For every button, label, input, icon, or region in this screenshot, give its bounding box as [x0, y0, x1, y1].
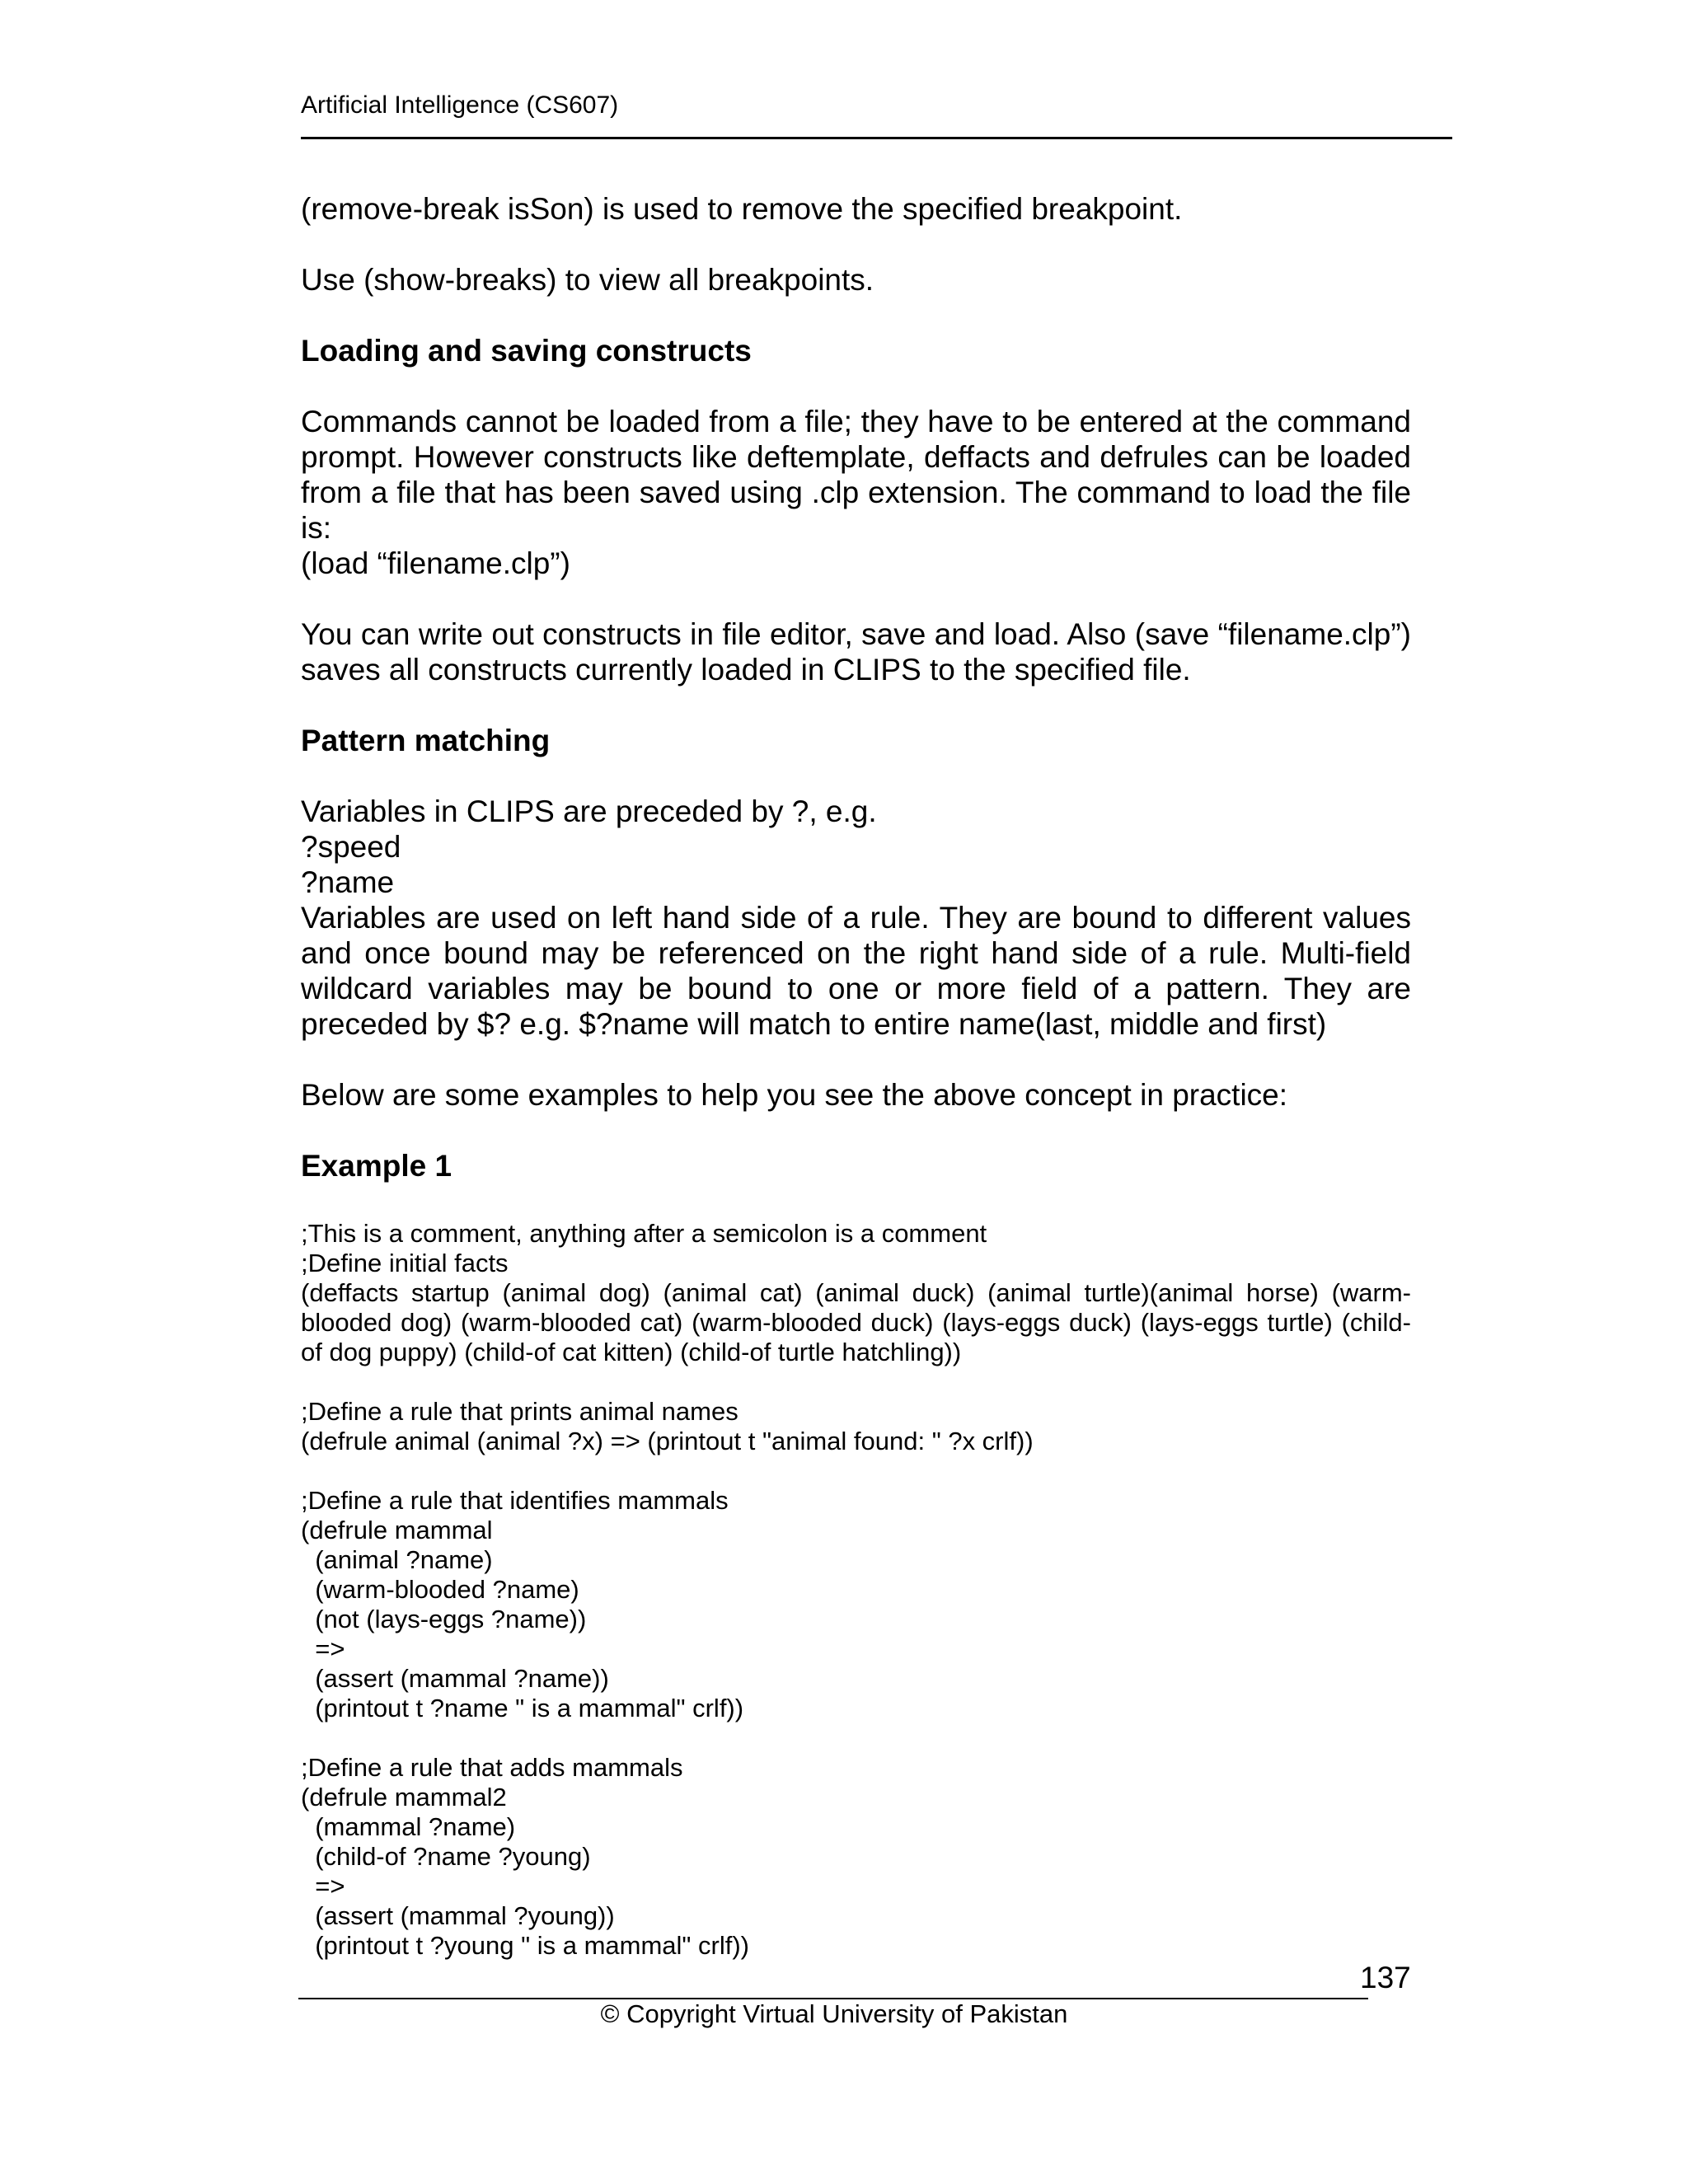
code-comment: ;Define a rule that adds mammals	[301, 1753, 683, 1782]
code-block-mammal-rule	[301, 1486, 1411, 1723]
paragraph-variables-description: Variables are used on left hand side of a rule. They are bound to different values and once bound may be referenced on the right hand side of a rule. Multi-field wildcard variables may be bound to one or more field of a pattern. They are preceded by $? e.g. $?name will match to entire name(last, middle and first)	[301, 901, 1411, 1041]
page-number: 137	[1360, 1961, 1411, 1994]
header-divider	[301, 137, 1452, 139]
paragraph-variables-intro: Variables in CLIPS are preceded by ?, e.g.	[301, 794, 877, 828]
variable-example-name: ?name	[301, 865, 395, 899]
code-line: (child-of ?name ?young)	[301, 1842, 591, 1871]
code-line: =>	[301, 1634, 345, 1663]
paragraph-load-command: (load “filename.clp”)	[301, 546, 570, 580]
paragraph-remove-break: (remove-break isSon) is used to remove the specified breakpoint.	[301, 192, 1183, 226]
code-line: (not (lays-eggs ?name))	[301, 1605, 587, 1633]
copyright-text: © Copyright Virtual University of Pakistan	[600, 1999, 1068, 2028]
code-comment: ;Define a rule that identifies mammals	[301, 1486, 729, 1515]
paragraph-show-breaks: Use (show-breaks) to view all breakpoints.	[301, 263, 874, 297]
code-line: (warm-blooded ?name)	[301, 1575, 579, 1604]
code-deffacts: (deffacts startup (animal dog) (animal cat) (animal duck) (animal turtle)(animal horse) (warm-blooded dog) (warm-blooded cat) (warm-blooded duck) (lays-eggs duck) (lays-eggs turtle) (child-of dog puppy) (child-of cat kitten) (child-of turtle hatchling))	[301, 1278, 1411, 1366]
code-comment: ;Define a rule that prints animal names	[301, 1397, 738, 1426]
variable-example-speed: ?speed	[301, 830, 401, 864]
code-block-initial-facts	[301, 1219, 1411, 1367]
code-line: =>	[301, 1872, 345, 1900]
page-header-title: Artificial Intelligence (CS607)	[301, 91, 619, 119]
code-line: (printout t ?name " is a mammal" crlf))	[301, 1694, 744, 1722]
code-line: (assert (mammal ?young))	[301, 1901, 615, 1930]
page-content	[301, 191, 1411, 1990]
code-line: (mammal ?name)	[301, 1812, 516, 1841]
paragraph-commands: Commands cannot be loaded from a file; they have to be entered at the command prompt. However constructs like deftemplate, deffacts and defrules can be loaded from a file that has been saved using .clp extension. The command to load the file is:	[301, 405, 1411, 545]
heading-pattern-matching: Pattern matching	[301, 724, 551, 757]
code-line: (animal ?name)	[301, 1545, 493, 1574]
heading-example-1: Example 1	[301, 1149, 452, 1183]
code-comment: ;This is a comment, anything after a semicolon is a comment	[301, 1219, 987, 1248]
code-block-mammal2-rule	[301, 1753, 1411, 1961]
code-line: (defrule mammal	[301, 1516, 493, 1544]
paragraph-write-out: You can write out constructs in file editor, save and load. Also (save “filename.clp”) saves all constructs currently loaded in CLIPS to the specified file.	[301, 617, 1411, 687]
code-line: (defrule animal (animal ?x) => (printout t "animal found: " ?x crlf))	[301, 1427, 1034, 1455]
code-line: (defrule mammal2	[301, 1783, 507, 1811]
code-comment: ;Define initial facts	[301, 1249, 509, 1277]
code-block-animal-rule	[301, 1397, 1411, 1456]
paragraph-below-examples: Below are some examples to help you see the above concept in practice:	[301, 1078, 1288, 1112]
copyright-notice	[0, 1998, 1688, 2031]
code-line: (assert (mammal ?name))	[301, 1664, 609, 1693]
code-line: (printout t ?young " is a mammal" crlf))	[301, 1931, 749, 1960]
heading-loading-saving: Loading and saving constructs	[301, 334, 752, 368]
